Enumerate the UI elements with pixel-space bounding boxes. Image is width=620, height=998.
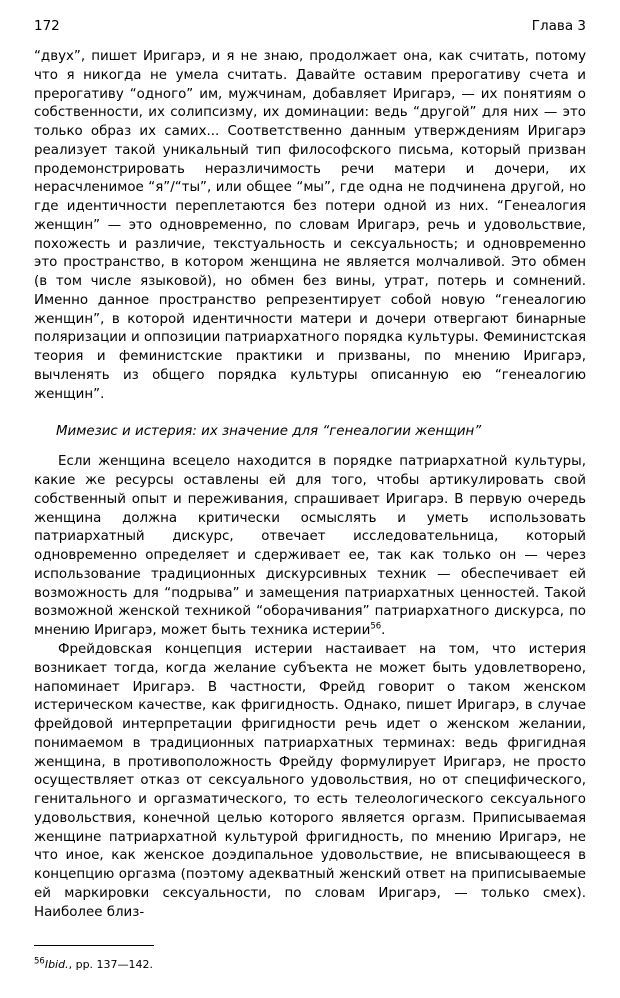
footnote-separator [34, 945, 154, 946]
paragraph-2-text: Если женщина всецело находится в порядке патриархатной культуры, какие же ресурсы оставлены ей для того, чтобы артикулировать свой собственный опыт и переживания, спрашивает Иригарэ. В первую очередь женщина должна критически осмыслять и уметь использовать патриархатный дискурс, отвечает исследовательница, который одновременно определяет и сдерживает ее, так как только он — через использование традиционных дискурсивных техник — обеспечивает ей возможность для “подрыва” и замещения патриархатных ценностей. Такой возможной женской техникой “оборачивания” патриархатного дискурса, по мнению Иригарэ, может быть техника истерии [34, 454, 586, 639]
footnote-italic-source: Ibid. [44, 957, 69, 971]
footnote-pages: , pp. 137—142. [68, 957, 154, 971]
paragraph-2 [34, 453, 586, 641]
paragraph-2-tail: . [381, 623, 386, 639]
footnote-number: 56 [34, 956, 45, 967]
footnote-entry [34, 958, 153, 972]
page-number: 172 [34, 18, 60, 34]
page-header [34, 18, 586, 34]
page-body [34, 48, 586, 922]
paragraph-3: Фрейдовская концепция истерии настаивает на том, что истерия возникает тогда, когда желание субъекта не может быть удовлетворено, напоминает Иригарэ. В частности, Фрейд говорит о таком женском истерическом качестве, как фригидность. Однако, пишет Иригарэ, в случае фрейдовой интерпретации фригидности речь идет о женском желании, понимаемом в традиционных патриархатных терминах: ведь фригидная женщина, в противоположность Фрейду формулирует Иригарэ, не просто осуществляет отказ от сексуального удовольствия, но от специфического, генитального и оргазматического, то есть телеологического сексуального удовольствия, конечной целью которого является оргазм. Приписываемая женщине патриархатной культурой фригидность, по мнению Иригарэ, не что иное, как женское доэдипальное удовольствие, не вписывающееся в концепцию оргазма (поэтому адекватный женский ответ на приписываемые ей маркировки сексуальности, по словам Иригарэ, — только смех). Наиболее близ- [34, 641, 586, 920]
paragraph-1: “двух”, пишет Иригарэ, и я не знаю, продолжает она, как считать, потому что я никогда не умела считать. Давайте оставим прерогативу счета и прерогативу “одного” им, мужчинам, добавляет Иригарэ, — их понятиям о собственности, их солипсизму, их доминации: ведь “другой” для них — это только образ их самих... Соответственно данным утверждениям Иригарэ реализует такой уникальный тип философского письма, который призван продемонстрировать неразличимость речи матери и дочери, их нерасчленимое “я”/“ты”, или общее “мы”, где одна не подчинена другой, но где идентичности переплетаются без потери одной из них. “Генеалогия женщин” — это одновременно, по словам Иригарэ, речь и удовольствие, похожесть и различие, текстуальность и сексуальность; и одновременно это пространство, в котором женщина не является молчаливой. Это обмен (в том числе языковой), но обмен без вины, утрат, потерь и сомнений. Именно данное пространство репрезентирует собой новую “генеалогию женщин”, в которой идентичности матери и дочери отвергают бинарные поляризации и оппозиции патриархатного порядка культуры. Феминистская теория и феминистские практики и призваны, по мнению Иригарэ, вычленять из общего порядка культуры описанную ею “генеалогию женщин”. [34, 49, 586, 402]
chapter-title: Глава 3 [531, 18, 586, 34]
footnote-reference-56: 56 [370, 621, 382, 632]
section-heading: Мимезис и истерия: их значение для “генеалогии женщин” [56, 423, 482, 439]
